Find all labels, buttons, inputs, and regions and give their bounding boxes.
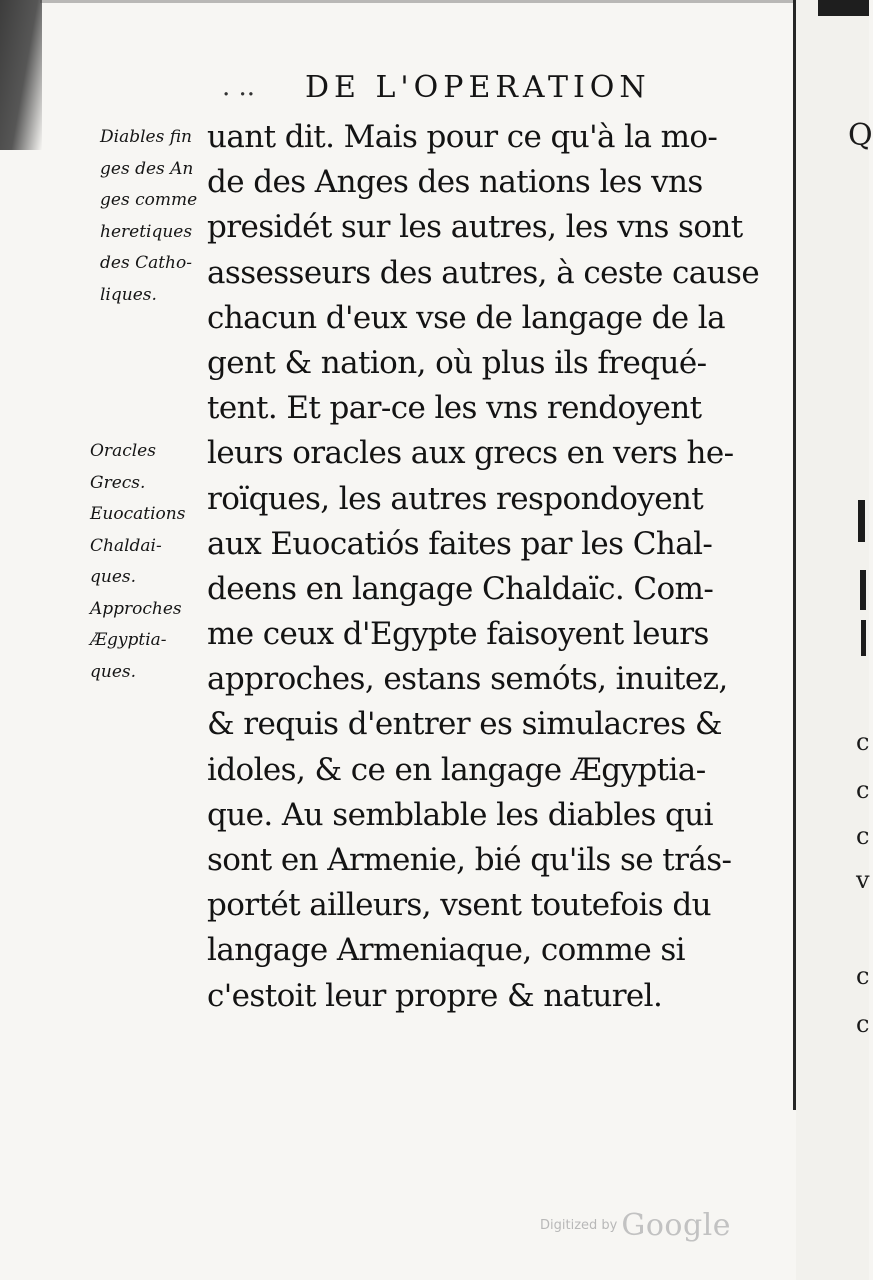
marginal-note-oracles [90,436,185,688]
marginal-note-line: heretiques [100,221,193,242]
marginal-note-line: ques. [90,567,137,587]
text-line: leurs oracles aux grecs en vers he- [207,435,734,472]
facing-page-top-band [818,0,869,16]
facing-page-letter: c [856,728,870,756]
marginal-note-line: Approches [90,598,182,619]
main-text-block [207,115,760,1019]
page-gutter-line [793,0,796,1110]
text-line: de des Anges des nations les vns [207,164,703,201]
digitized-watermark [540,1208,731,1243]
marginal-note-line: des Catho- [100,253,192,273]
facing-page-letter: c [856,962,870,990]
running-head: DE L'OPERATION [305,70,651,105]
facing-page-letter: Q [848,118,873,153]
marginal-note-line: Diables fin [100,127,192,147]
scan-top-edge [40,0,800,3]
text-line: presidét sur les autres, les vns sont [207,209,743,246]
text-line: roïques, les autres respondoyent [207,480,704,517]
marginal-note-diables [100,122,197,311]
facing-page-letter: c [856,822,870,850]
marginal-note-line: ges comme [100,190,198,210]
marginal-note-line: Ægyptia- [90,630,167,650]
text-line: c'estoit leur propre & naturel. [207,977,663,1014]
marginal-note-line: ges des An [100,158,194,179]
marginal-note-line: Chaldai- [90,535,162,556]
text-line: deens en langage Chaldaïc. Com- [207,570,714,607]
text-line: & requis d'entrer es simulacres & [207,706,722,743]
text-line: langage Armeniaque, comme si [207,932,685,969]
text-line: chacun d'eux vse de langage de la [207,299,726,336]
text-line: aux Euocatiós faites par les Chal- [207,525,713,562]
marginal-note-line: ques. [90,661,137,682]
marginal-note-line: Euocations [90,504,186,524]
watermark-brand: Google [621,1208,731,1243]
text-line: assesseurs des autres, à ceste cause [207,254,760,291]
facing-page-mark [860,570,866,610]
text-line: sont en Armenie, bié qu'ils se trás- [207,842,732,878]
text-line: me ceux d'Egypte faisoyent leurs [207,616,709,653]
facing-page-mark [858,500,865,542]
marginal-note-line: Grecs. [90,472,146,493]
facing-page-letter: c [856,776,870,804]
facing-page-mark [861,620,866,656]
watermark-prefix: Digitized by [540,1218,618,1233]
scan-edge-shadow [0,0,42,150]
marginal-note-line: Oracles [90,441,156,461]
facing-page-letter: c [856,1010,870,1038]
facing-page-fragment [796,0,869,1280]
text-line: tent. Et par-ce les vns rendoyent [207,390,702,427]
facing-page-letter: v [856,866,870,894]
text-line: idoles, & ce en langage Ægyptia- [207,751,706,788]
text-line: gent & nation, où plus ils frequé- [207,344,707,381]
marginal-note-line: liques. [100,284,157,305]
text-line: portét ailleurs, vsent toutefois du [207,887,711,924]
text-line: que. Au semblable les diables qui [207,796,713,833]
text-line: approches, estans semóts, inuitez, [207,661,728,698]
running-head-dots: . .. [222,72,256,102]
text-line: uant dit. Mais pour ce qu'à la mo- [207,119,718,155]
